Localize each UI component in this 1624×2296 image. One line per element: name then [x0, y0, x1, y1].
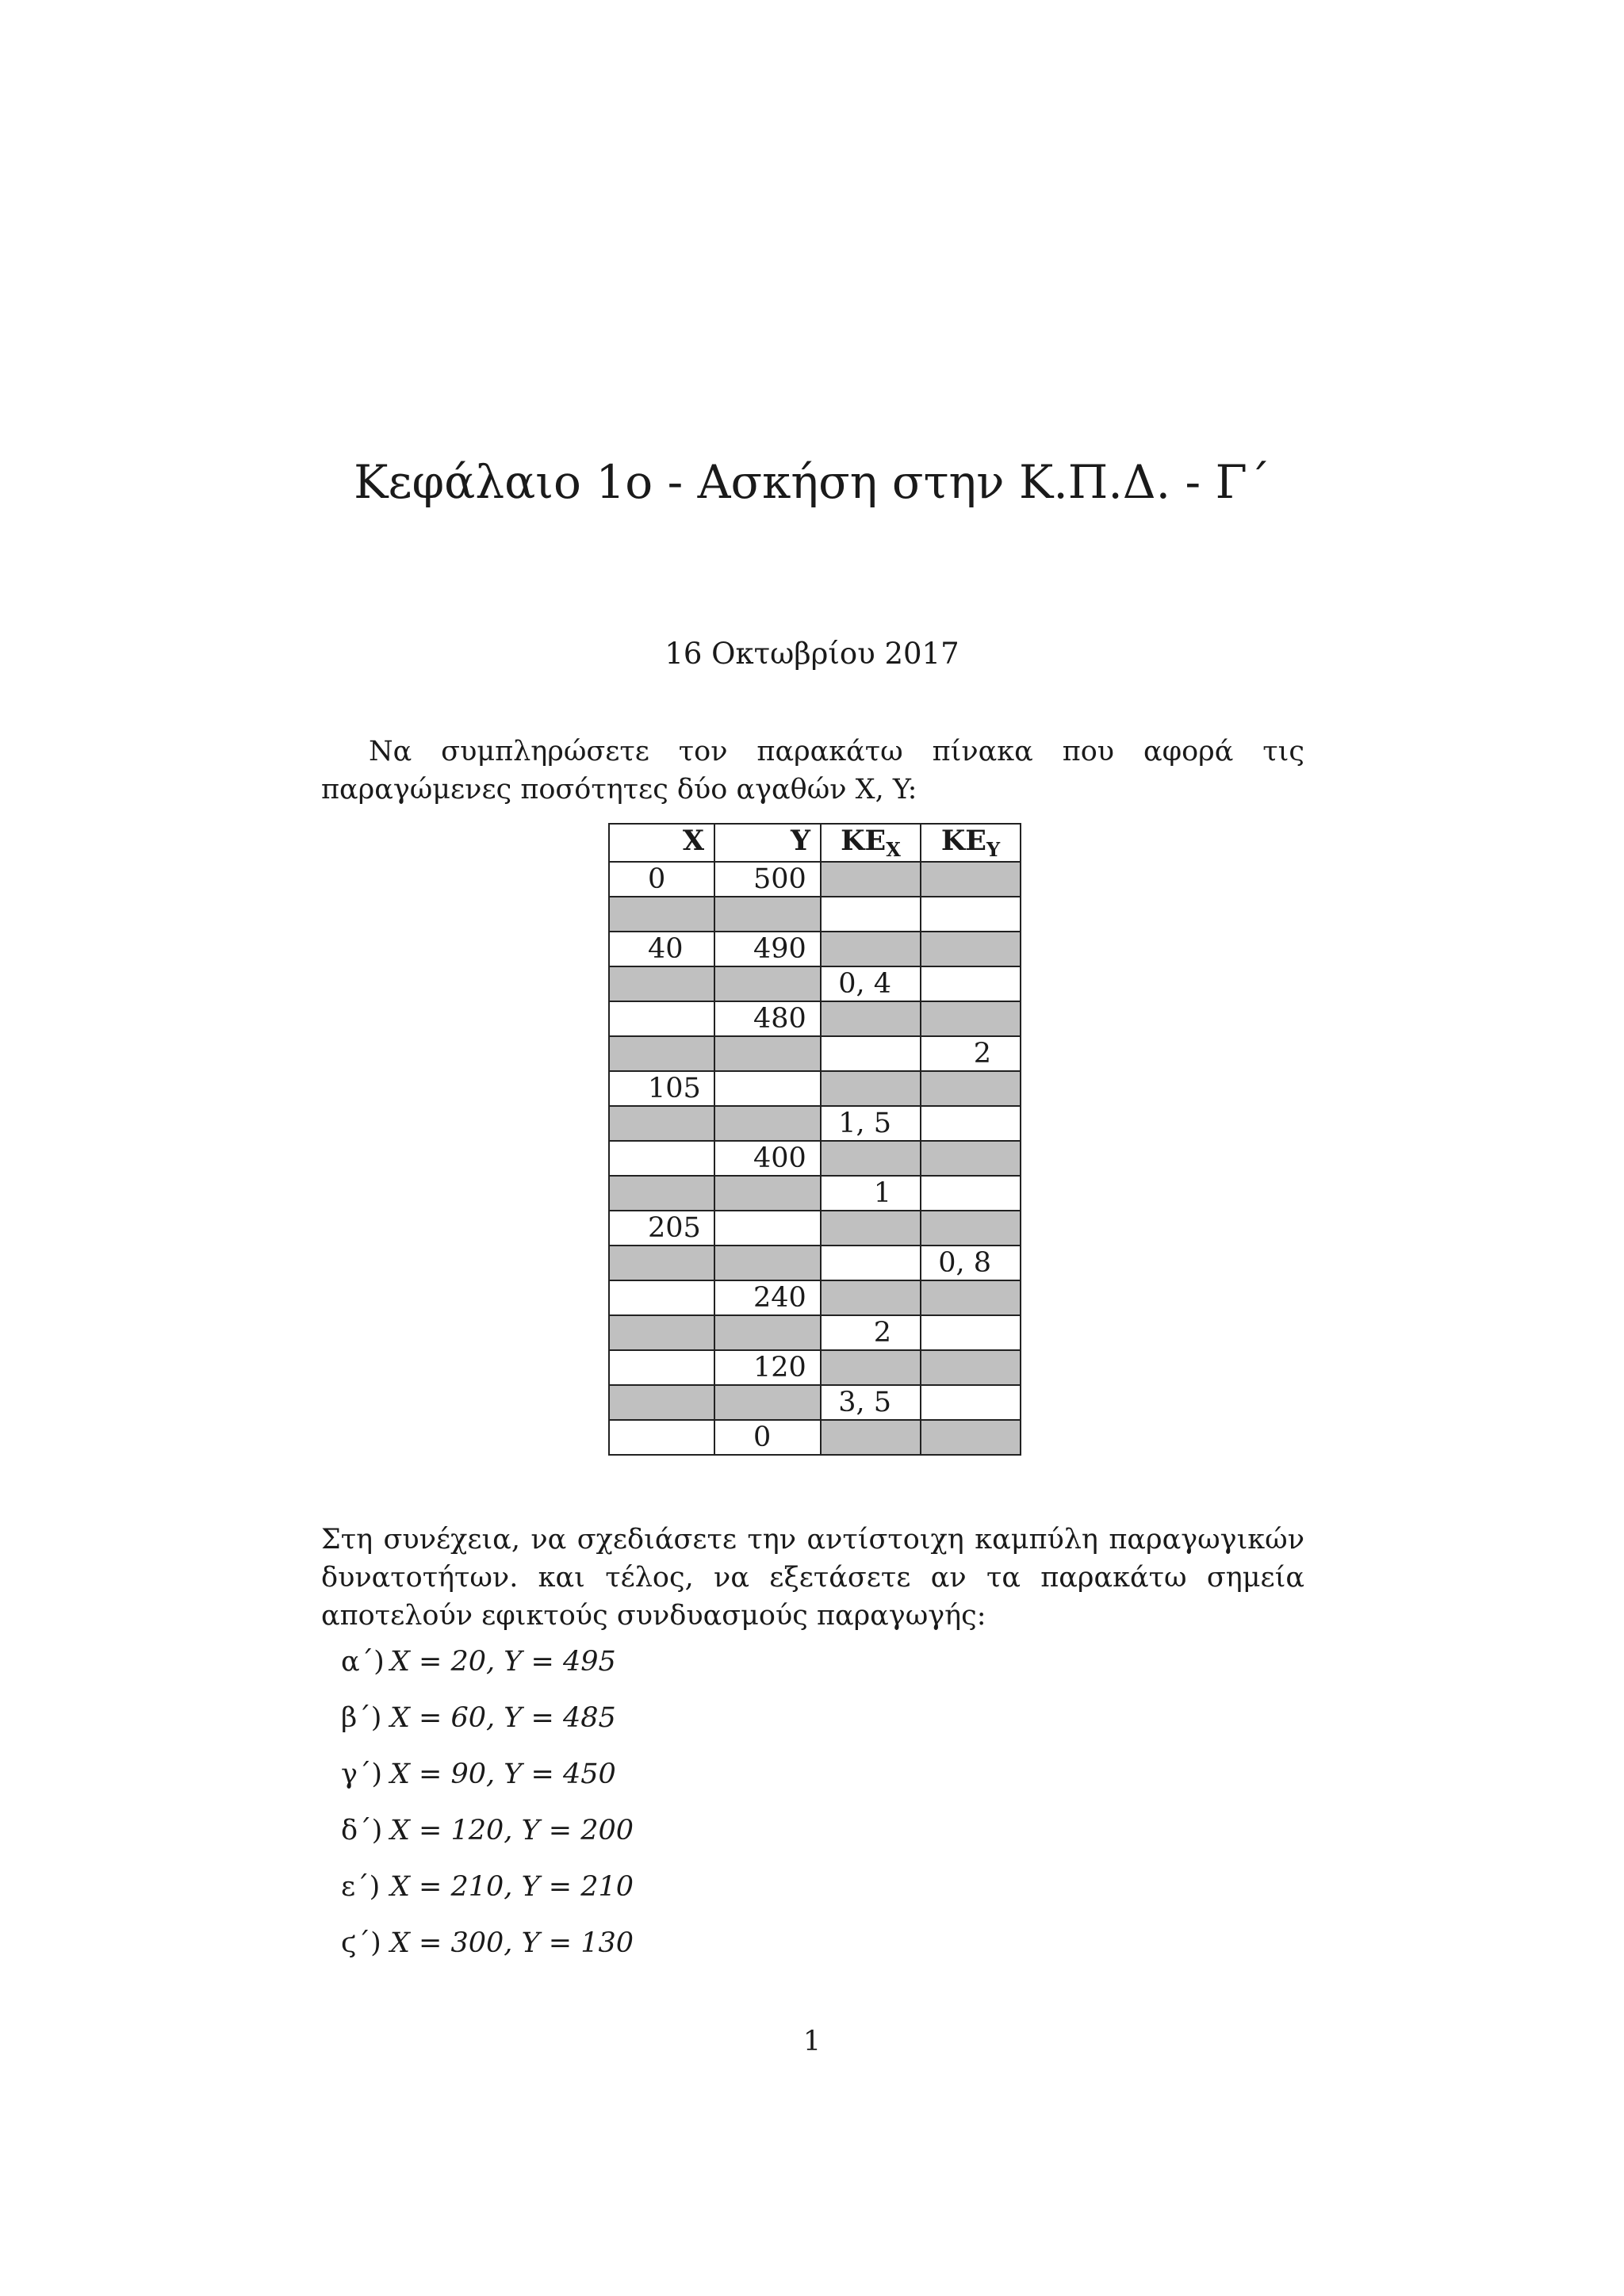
follow-up-paragraph: Στη συνέχεια, να σχεδιάσετε την αντίστοιχη καμπύλη παραγωγικών δυνατοτήτων. και τέλος, να εξετάσετε αν τα παρακάτω σημεία αποτελούν εφικτούς συνδυασμούς παραγωγής:	[321, 1524, 1304, 1632]
table-cell: 0	[714, 1420, 821, 1455]
y-value: Y = 485	[504, 1702, 616, 1734]
table-cell: 240	[714, 1280, 821, 1315]
table-row	[609, 1315, 1021, 1350]
table-cell-shaded	[921, 1350, 1021, 1385]
page-number: 1	[802, 2026, 822, 2057]
production-table-wrapper	[608, 823, 1021, 1456]
table-row	[609, 1420, 1021, 1455]
table-cell-shaded	[821, 1001, 921, 1036]
header-y: Y	[714, 824, 821, 862]
table-cell-shaded	[609, 1246, 714, 1280]
table-header-row	[609, 824, 1021, 862]
table-cell-shaded	[921, 1280, 1021, 1315]
table-cell	[921, 966, 1021, 1001]
x-value: X = 20,	[390, 1646, 496, 1678]
table-cell	[609, 1001, 714, 1036]
table-cell-shaded	[714, 897, 821, 932]
table-cell-shaded	[821, 862, 921, 897]
y-value: Y = 495	[504, 1646, 616, 1678]
table-cell-shaded	[821, 1211, 921, 1246]
table-cell: 105	[609, 1071, 714, 1106]
header-x: X	[609, 824, 714, 862]
list-item	[341, 1643, 634, 1699]
production-possibilities-table	[608, 823, 1021, 1456]
table-cell-shaded	[609, 1385, 714, 1420]
table-cell	[821, 1036, 921, 1071]
table-row	[609, 1001, 1021, 1036]
table-row	[609, 862, 1021, 897]
table-row	[609, 1211, 1021, 1246]
table-row	[609, 1141, 1021, 1176]
table-cell	[921, 1106, 1021, 1141]
table-cell: 3, 5	[821, 1385, 921, 1420]
table-cell-shaded	[921, 1071, 1021, 1106]
x-value: X = 210,	[390, 1871, 513, 1903]
table-cell-shaded	[921, 862, 1021, 897]
table-cell	[714, 1071, 821, 1106]
table-row	[609, 1071, 1021, 1106]
table-cell	[609, 1350, 714, 1385]
list-item	[341, 1924, 634, 1980]
table-cell	[921, 1385, 1021, 1420]
list-item	[341, 1755, 634, 1812]
table-cell-shaded	[714, 1385, 821, 1420]
table-cell-shaded	[921, 1420, 1021, 1455]
table-cell	[821, 897, 921, 932]
header-ke-y: $KE_Y$	[921, 824, 1021, 862]
table-cell: 490	[714, 932, 821, 966]
table-row	[609, 1385, 1021, 1420]
x-value: X = 90,	[390, 1758, 496, 1790]
table-cell-shaded	[921, 932, 1021, 966]
table-cell	[714, 1211, 821, 1246]
table-cell: 500	[714, 862, 821, 897]
table-row	[609, 1036, 1021, 1071]
table-cell-shaded	[921, 1001, 1021, 1036]
list-item	[341, 1699, 634, 1755]
table-row	[609, 897, 1021, 932]
table-cell	[921, 897, 1021, 932]
table-cell: 480	[714, 1001, 821, 1036]
table-cell: 205	[609, 1211, 714, 1246]
table-cell-shaded	[821, 1071, 921, 1106]
x-value: X = 120,	[390, 1815, 513, 1846]
table-cell-shaded	[821, 932, 921, 966]
table-cell-shaded	[714, 1315, 821, 1350]
table-cell	[609, 1420, 714, 1455]
table-cell: 0, 4	[821, 966, 921, 1001]
table-cell-shaded	[921, 1141, 1021, 1176]
table-cell: 2	[821, 1315, 921, 1350]
table-cell	[821, 1246, 921, 1280]
table-cell: 1	[821, 1176, 921, 1211]
document-title: Κεφάλαιο 1ο - Ασκήση στην Κ.Π.Δ. - Γ΄	[354, 455, 1270, 509]
points-list	[341, 1643, 634, 1980]
list-item-label: β΄)	[341, 1702, 382, 1734]
list-item-label: γ΄)	[341, 1758, 383, 1790]
x-value: X = 60,	[390, 1702, 496, 1734]
table-row	[609, 932, 1021, 966]
table-cell-shaded	[714, 1036, 821, 1071]
header-ke-x: $KE_X$	[821, 824, 921, 862]
table-cell	[921, 1315, 1021, 1350]
y-value: Y = 450	[504, 1758, 616, 1790]
list-item-label: δ΄)	[341, 1815, 383, 1846]
table-cell	[921, 1176, 1021, 1211]
table-row	[609, 1246, 1021, 1280]
table-cell-shaded	[609, 897, 714, 932]
y-value: Y = 210	[521, 1871, 634, 1903]
table-cell-shaded	[714, 1106, 821, 1141]
table-cell: 2	[921, 1036, 1021, 1071]
list-item-label: ϛ΄)	[341, 1927, 381, 1959]
document-date: 16 Οκτωβρίου 2017	[665, 637, 959, 671]
table-cell: 120	[714, 1350, 821, 1385]
table-row	[609, 966, 1021, 1001]
table-cell-shaded	[821, 1280, 921, 1315]
table-cell	[609, 1280, 714, 1315]
list-item-label: ε΄)	[341, 1871, 381, 1903]
table-cell-shaded	[714, 1246, 821, 1280]
list-item-label: α΄)	[341, 1646, 385, 1678]
y-value: Y = 130	[521, 1927, 634, 1959]
table-cell-shaded	[714, 1176, 821, 1211]
table-cell-shaded	[609, 1315, 714, 1350]
table-cell: 0, 8	[921, 1246, 1021, 1280]
table-cell-shaded	[821, 1420, 921, 1455]
table-cell	[609, 1141, 714, 1176]
table-cell-shaded	[609, 966, 714, 1001]
list-item	[341, 1868, 634, 1924]
table-cell-shaded	[714, 966, 821, 1001]
table-cell-shaded	[609, 1176, 714, 1211]
table-row	[609, 1280, 1021, 1315]
x-value: X = 300,	[390, 1927, 513, 1959]
table-cell-shaded	[921, 1211, 1021, 1246]
intro-paragraph: Να συμπληρώσετε τον παρακάτω πίνακα που αφορά τις παραγώμενες ποσότητες δύο αγαθών X, Y:	[321, 736, 1304, 806]
table-row	[609, 1350, 1021, 1385]
table-cell: 400	[714, 1141, 821, 1176]
y-value: Y = 200	[521, 1815, 634, 1846]
table-cell-shaded	[821, 1350, 921, 1385]
table-cell-shaded	[609, 1106, 714, 1141]
table-cell: 0	[609, 862, 714, 897]
table-cell-shaded	[609, 1036, 714, 1071]
list-item	[341, 1812, 634, 1868]
table-cell-shaded	[821, 1141, 921, 1176]
table-row	[609, 1176, 1021, 1211]
table-cell: 40	[609, 932, 714, 966]
table-cell: 1, 5	[821, 1106, 921, 1141]
table-row	[609, 1106, 1021, 1141]
table-body	[609, 862, 1021, 1455]
